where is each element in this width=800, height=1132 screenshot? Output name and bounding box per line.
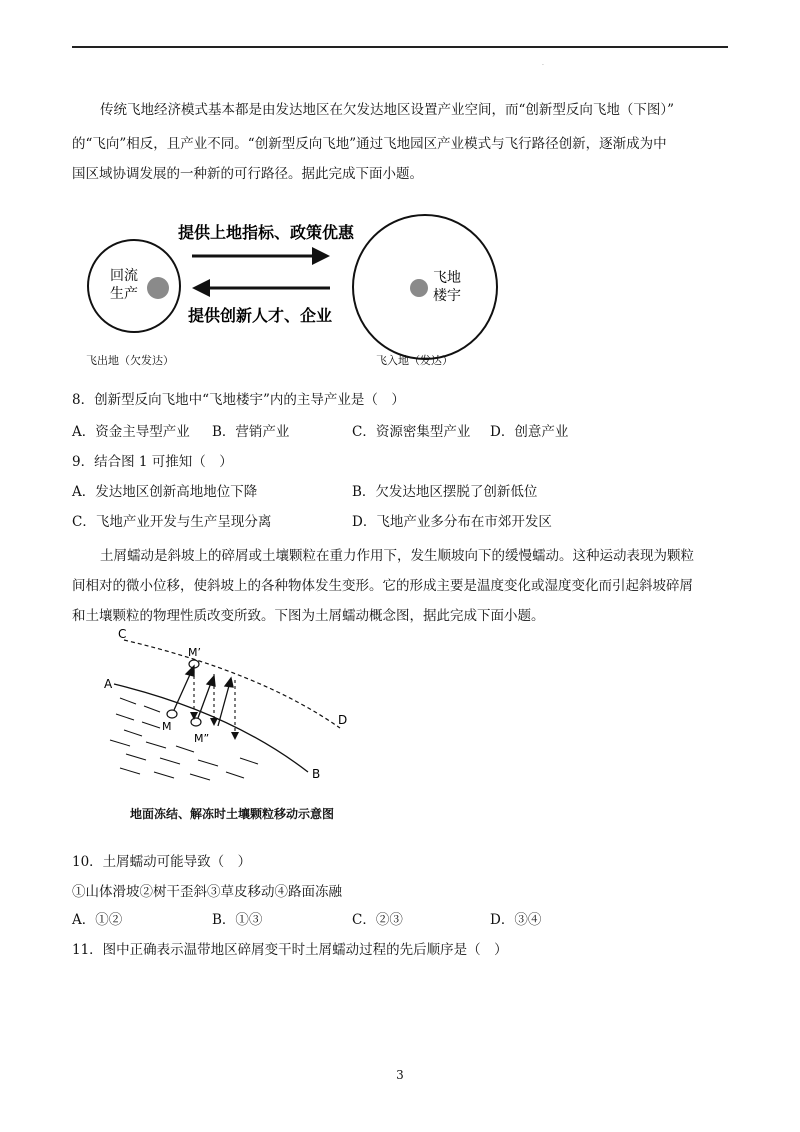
q8-option-b: B．营销产业 <box>212 424 290 440</box>
hatch-9 <box>126 754 146 760</box>
q10-stem: 10．土屑蠕动可能导致（ ） <box>72 854 252 870</box>
intro1-line2: 的“飞向”相反，且产业不同。“创新型反向飞地”通过飞地园区产业模式与飞行路径创新，逐渐成为中 <box>72 136 667 152</box>
destination-dot <box>410 279 428 297</box>
hatch-8 <box>176 746 194 752</box>
intro1-line1: 传统飞地经济模式基本都是由发达地区在欠发达地区设置产业空间，而“创新型反向飞地（下图）” <box>100 102 675 118</box>
header-rule <box>72 46 728 48</box>
label-d: D <box>338 713 348 727</box>
particle-m-double-prime <box>191 718 201 726</box>
intro1-line3: 国区域协调发展的一种新的可行路径。据此完成下面小题。 <box>72 166 423 182</box>
header-mark: . <box>542 60 544 67</box>
destination-label-line1: 飞地 <box>433 270 461 286</box>
q10-option-a: A．①② <box>72 912 123 928</box>
q9-option-b: B．欠发达地区摆脱了创新低位 <box>352 484 538 500</box>
settle-arrowhead-3 <box>231 732 239 740</box>
hatch-12 <box>120 768 140 774</box>
intro2-line2: 间相对的微小位移，使斜坡上的各种物体发生变形。它的形成主要是温度变化或湿度变化而引起斜坡碎屑 <box>72 578 693 594</box>
q10-items: ①山体滑坡②树干歪斜③草皮移动④路面冻融 <box>72 884 342 900</box>
particle-m <box>167 710 177 718</box>
label-m-double-prime: M” <box>194 732 210 745</box>
q10-option-b: B．①③ <box>212 912 263 928</box>
intro2-line3: 和土壤颗粒的物理性质改变所致。下图为土屑蠕动概念图，据此完成下面小题。 <box>72 608 545 624</box>
heave-arrow-2 <box>198 680 212 718</box>
hatch-15 <box>226 772 244 778</box>
hatch-7 <box>146 742 166 748</box>
soil-creep-caption: 地面冻结、解冻时土壤颗粒移动示意图 <box>130 807 335 821</box>
arrow-right-head <box>312 247 330 265</box>
hatch-13 <box>154 772 174 778</box>
arrow-bottom-label: 提供创新人才、企业 <box>188 306 333 325</box>
destination-label-line2: 楼宇 <box>433 288 461 304</box>
caption-destination: 飞入地（发达） <box>376 354 453 367</box>
heave-arrow-1 <box>174 670 192 710</box>
q11-stem: 11．图中正确表示温带地区碎屑变干时土屑蠕动过程的先后顺序是（ ） <box>72 942 508 958</box>
q8-option-d: D．创意产业 <box>490 424 569 440</box>
soil-hatching <box>110 698 258 780</box>
heave-arrowhead-3 <box>225 678 233 687</box>
hatch-16 <box>240 758 258 764</box>
heave-arrowhead-1 <box>186 666 194 676</box>
settle-arrowhead-2 <box>210 718 218 726</box>
hatch-1 <box>120 698 136 704</box>
origin-label-line1: 回流 <box>110 268 138 284</box>
q9-option-a: A．发达地区创新高地地位下降 <box>72 484 258 500</box>
label-a: A <box>104 677 113 691</box>
hatch-11 <box>198 760 218 766</box>
hatch-14 <box>190 774 210 780</box>
q9-option-d: D．飞地产业多分布在市郊开发区 <box>352 514 552 530</box>
hatch-3 <box>116 714 134 720</box>
hatch-6 <box>110 740 130 746</box>
q8-option-a: A．资金主导型产业 <box>72 424 190 440</box>
arrow-left-head <box>192 279 210 297</box>
q9-stem: 9．结合图 1 可推知（ ） <box>72 454 233 470</box>
label-b: B <box>312 767 321 781</box>
hatch-5 <box>124 730 142 736</box>
page-number: 3 <box>396 1068 404 1082</box>
label-m-prime: M’ <box>188 646 201 659</box>
label-c: C <box>118 627 127 641</box>
heave-arrows <box>174 666 233 726</box>
intro2-line1: 土屑蠕动是斜坡上的碎屑或土壤颗粒在重力作用下，发生顺坡向下的缓慢蠕动。这种运动表现为颗粒 <box>100 548 694 564</box>
origin-dot <box>147 277 169 299</box>
origin-label-line2: 生产 <box>110 286 138 302</box>
q8-stem: 8．创新型反向飞地中“飞地楼宇”内的主导产业是（ ） <box>72 392 405 408</box>
arrow-top-label: 提供上地指标、政策优惠 <box>178 223 355 242</box>
heave-arrow-3 <box>218 682 230 726</box>
q10-option-d: D．③④ <box>490 912 542 928</box>
hatch-4 <box>142 722 160 728</box>
q8-option-c: C．资源密集型产业 <box>352 424 471 440</box>
hatch-10 <box>160 758 180 764</box>
soil-creep-diagram <box>90 622 390 792</box>
hatch-2 <box>144 706 160 712</box>
label-m: M <box>162 720 172 733</box>
q10-option-c: C．②③ <box>352 912 403 928</box>
caption-origin: 飞出地（欠发达） <box>86 354 174 367</box>
q9-option-c: C．飞地产业开发与生产呈现分离 <box>72 514 272 530</box>
